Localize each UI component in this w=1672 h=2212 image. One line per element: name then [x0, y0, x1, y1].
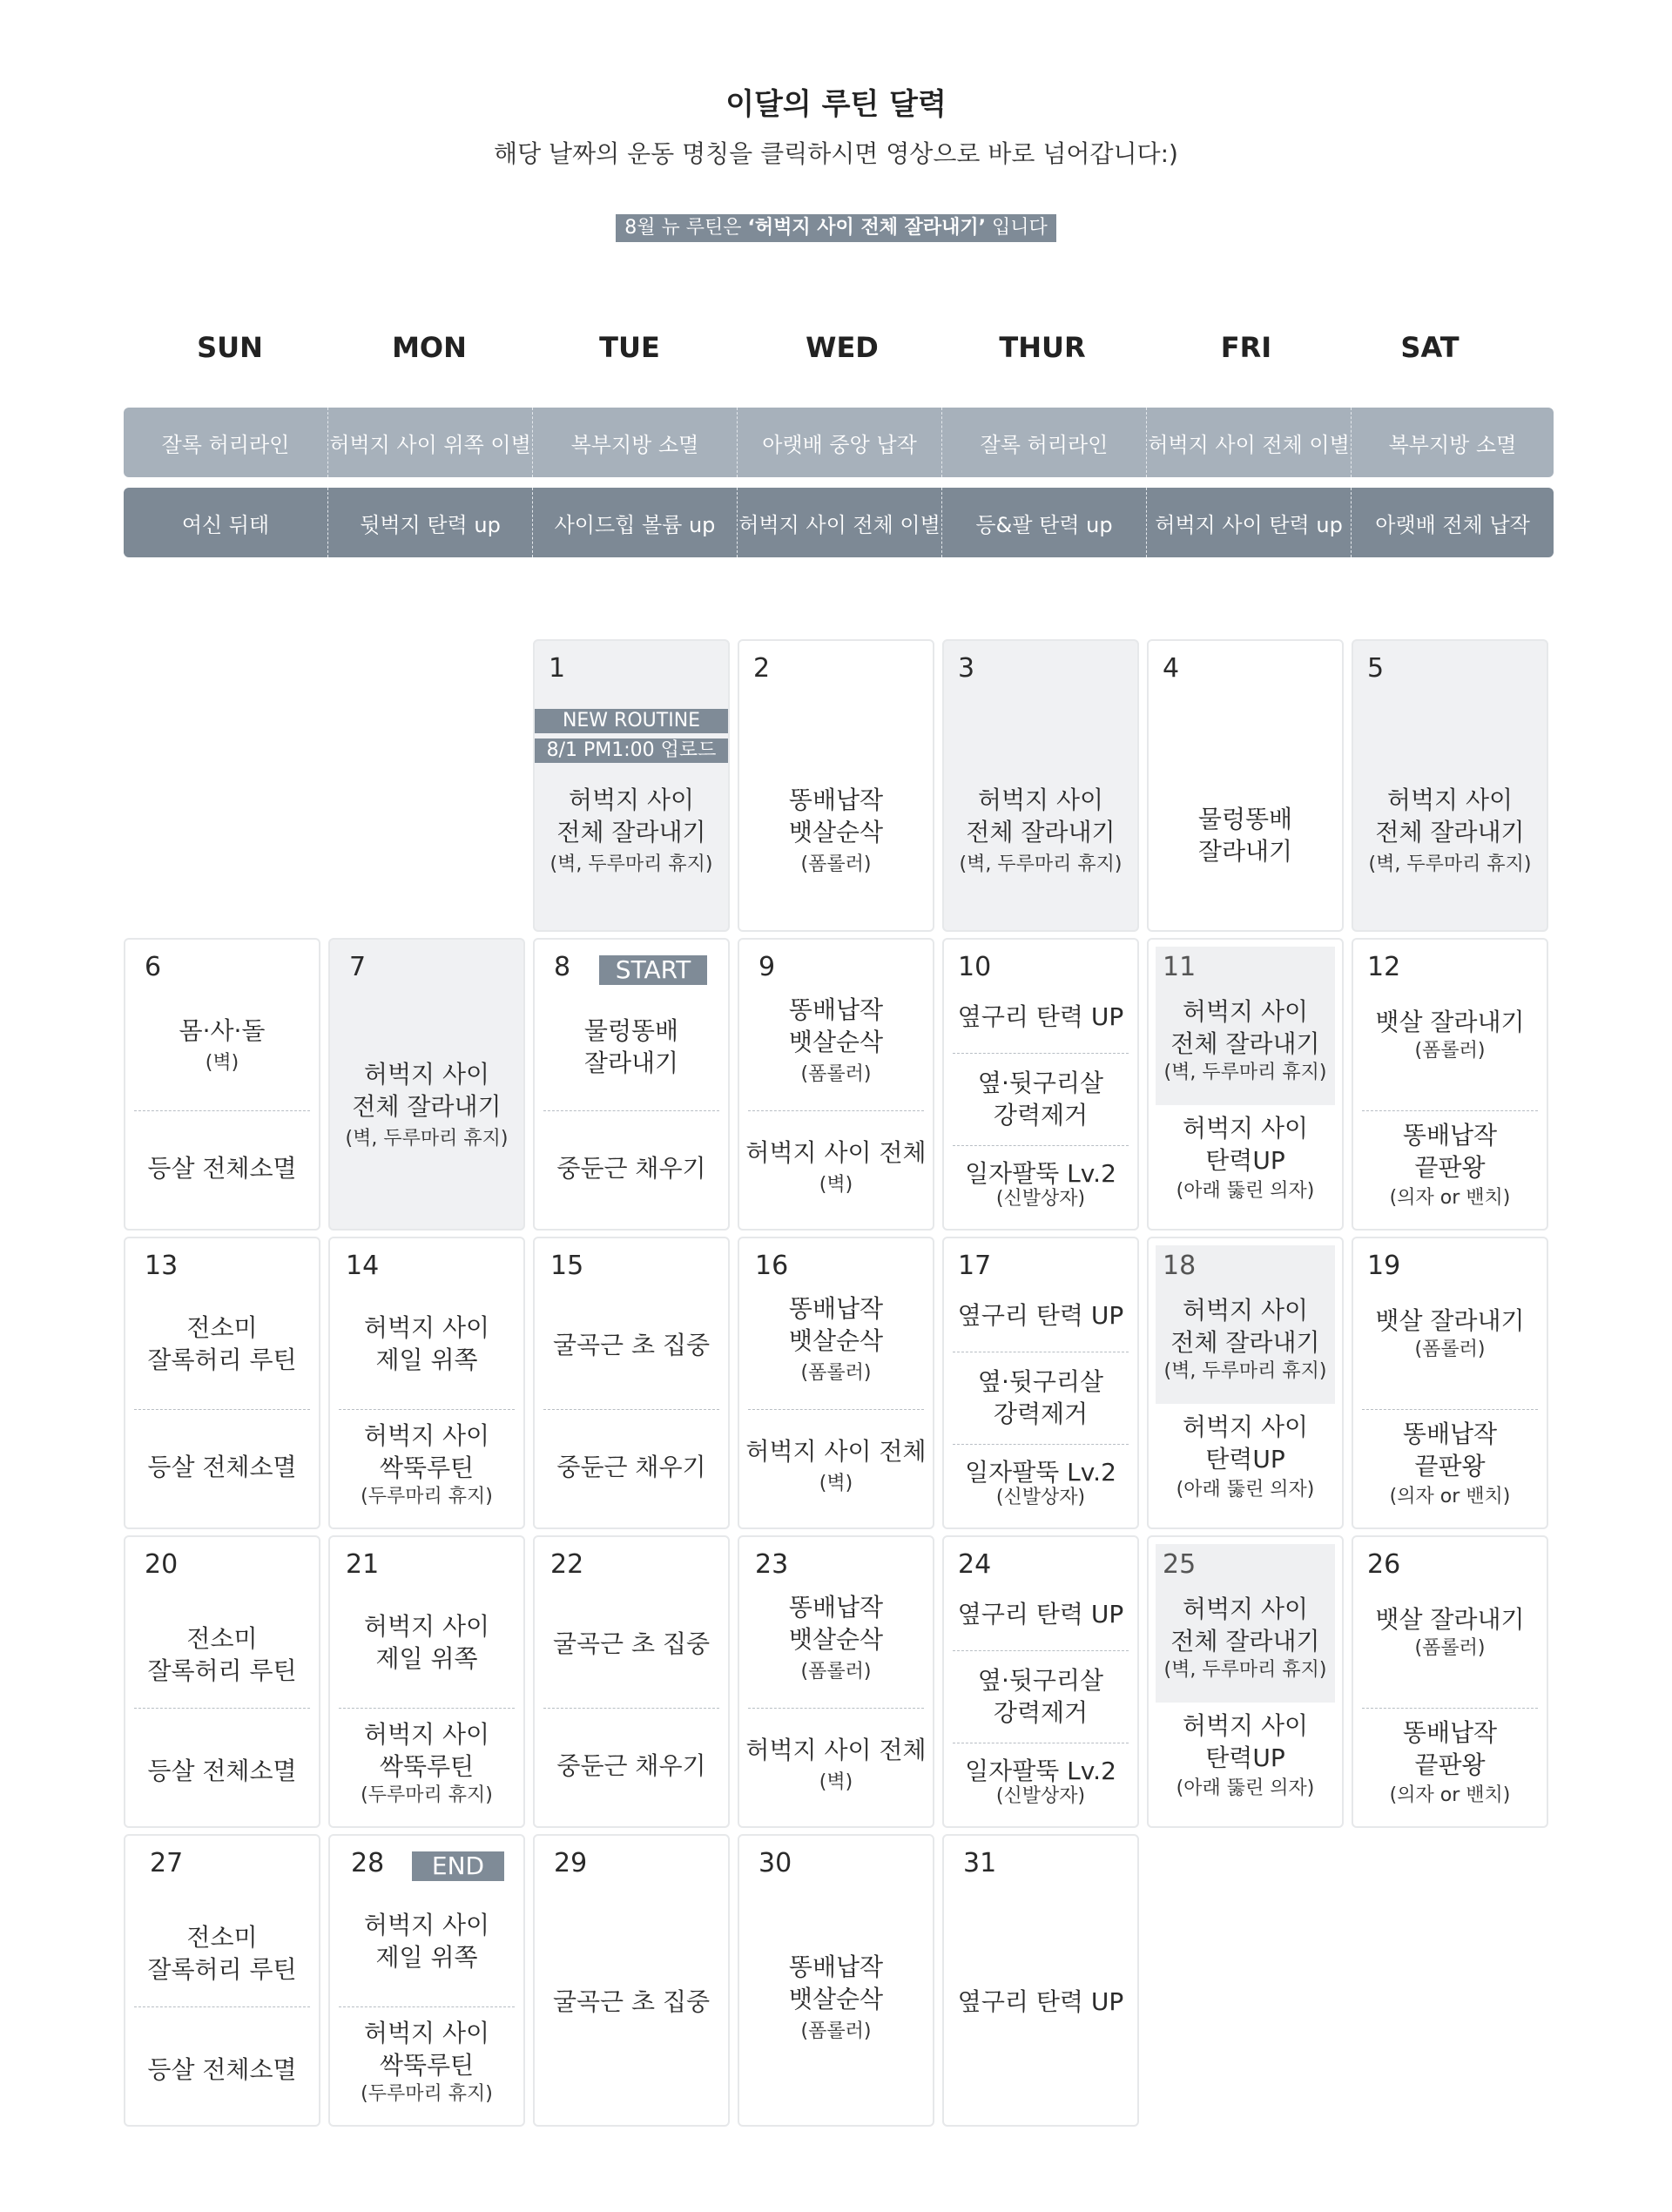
- divider: [339, 1708, 515, 1709]
- day-number: 24: [958, 1549, 992, 1580]
- exercise-name: 허벅지 사이 전체 잘라내기: [966, 786, 1116, 846]
- day-number: 30: [758, 1848, 792, 1878]
- exercise-link-bottom[interactable]: [743, 1435, 929, 1497]
- exercise-link-top[interactable]: [129, 1622, 315, 1687]
- exercise-name: 물렁똥배 잘라내기: [583, 1016, 679, 1077]
- exercise-name: 옆·뒷구리살 강력제거: [977, 1367, 1104, 1428]
- exercise-name: 일자팔뚝 Lv.2: [965, 1757, 1116, 1785]
- exercise-link-top[interactable]: [743, 1591, 929, 1685]
- divider: [134, 2006, 310, 2007]
- new-routine-badge: NEW ROUTINE: [535, 709, 728, 733]
- day-4[interactable]: [1147, 639, 1344, 932]
- exercise-equipment: (벽, 두루마리 휴지): [1163, 1360, 1327, 1382]
- divider: [953, 1444, 1129, 1445]
- day-number: 2: [753, 653, 771, 684]
- exercise-equipment: (벽, 두루마리 휴지): [345, 1128, 509, 1150]
- divider: [748, 1409, 924, 1410]
- day-number: 19: [1367, 1251, 1401, 1281]
- exercise-link-top[interactable]: [1357, 1603, 1543, 1662]
- exercise-link-top[interactable]: [538, 1628, 725, 1660]
- exercise-link-c[interactable]: [947, 1456, 1134, 1511]
- weekday-sun: SUN: [197, 331, 263, 364]
- divider: [543, 1708, 719, 1709]
- exercise-link-top[interactable]: [334, 1610, 520, 1675]
- day-number: 21: [346, 1549, 380, 1580]
- exercise-equipment: (두루마리 휴지): [361, 1784, 493, 1806]
- exercise-link-bottom[interactable]: [538, 1451, 725, 1483]
- exercise-equipment: (폼롤러): [1414, 1637, 1486, 1659]
- exercise-link-bottom[interactable]: [538, 1750, 725, 1782]
- exercise-name: 허벅지 사이 싹뚝루틴: [363, 1421, 490, 1482]
- exercise-equipment: (폼롤러): [1414, 1339, 1486, 1360]
- routine-1-fri[interactable]: 허벅지 사이 전체 이별: [1147, 408, 1352, 477]
- divider: [134, 1409, 310, 1410]
- day-12[interactable]: [1352, 938, 1548, 1231]
- exercise-name: 허벅지 사이 탄력UP: [1182, 1711, 1309, 1772]
- exercise-link-a[interactable]: [947, 1299, 1134, 1332]
- day-13[interactable]: [124, 1237, 320, 1529]
- exercise-equipment: (벽, 두루마리 휴지): [1368, 853, 1532, 875]
- day-23[interactable]: [738, 1535, 934, 1828]
- day-26[interactable]: [1352, 1535, 1548, 1828]
- exercise-link-bottom[interactable]: [1357, 1716, 1543, 1809]
- day-14[interactable]: [328, 1237, 525, 1529]
- day-number: 15: [550, 1251, 584, 1281]
- exercise-equipment: (의자 or 밴치): [1389, 1784, 1511, 1806]
- day-number: 1: [549, 653, 566, 684]
- exercise-equipment: (폼롤러): [800, 1063, 872, 1085]
- exercise-link[interactable]: [1357, 784, 1543, 878]
- day-number: 11: [1163, 952, 1197, 982]
- day-number: 25: [1163, 1549, 1197, 1580]
- exercise-name: 똥배납작 뱃살순삭: [788, 786, 884, 846]
- exercise-link-top[interactable]: [129, 1312, 315, 1376]
- day-number: 14: [346, 1251, 380, 1281]
- day-number: 27: [150, 1848, 184, 1878]
- routine-2-sat[interactable]: 아랫배 전체 납작: [1375, 512, 1530, 537]
- day-16[interactable]: [738, 1237, 934, 1529]
- notice-bold: ‘허벅지 사이 전체 잘라내기’: [747, 217, 986, 239]
- exercise-link-top[interactable]: [1152, 995, 1338, 1086]
- exercise-name: 똥배납작 뱃살순삭: [788, 1593, 884, 1654]
- exercise-name: 허벅지 사이 전체: [745, 1736, 927, 1764]
- day-number: 28: [351, 1848, 385, 1878]
- routine-1-sat[interactable]: 복부지방 소멸: [1388, 432, 1517, 457]
- exercise-name: 일자팔뚝 Lv.2: [965, 1458, 1116, 1487]
- exercise-link-top[interactable]: [538, 1329, 725, 1361]
- weekday-fri: FRI: [1220, 331, 1272, 364]
- end-badge: END: [412, 1851, 504, 1881]
- routine-1-wed[interactable]: 아랫배 중앙 납작: [738, 408, 942, 477]
- exercise-link-bottom[interactable]: [1152, 1112, 1338, 1204]
- exercise-link-bottom[interactable]: [334, 1718, 520, 1809]
- exercise-equipment: (아래 뚫린 의자): [1176, 1777, 1315, 1799]
- exercise-name: 허벅지 사이 싹뚝루틴: [363, 1720, 490, 1781]
- exercise-equipment: (폼롤러): [1414, 1040, 1486, 1062]
- day-number: 23: [755, 1549, 789, 1580]
- exercise-link[interactable]: [538, 1986, 725, 2018]
- day-2[interactable]: [738, 639, 934, 932]
- day-6[interactable]: [124, 938, 320, 1231]
- exercise-link-bottom[interactable]: [1152, 1710, 1338, 1802]
- exercise-link[interactable]: [334, 1058, 520, 1152]
- exercise-link-bottom[interactable]: [1357, 1418, 1543, 1510]
- divider: [748, 1110, 924, 1111]
- exercise-link[interactable]: [947, 1986, 1134, 2018]
- exercise-link-bottom[interactable]: [129, 1152, 315, 1184]
- exercise-link-bottom[interactable]: [1357, 1119, 1543, 1211]
- exercise-name: 전소미 잘록허리 루틴: [147, 1624, 297, 1685]
- exercise-equipment: (벽): [819, 1473, 853, 1494]
- exercise-link-bottom[interactable]: [334, 1420, 520, 1510]
- exercise-link-bottom[interactable]: [538, 1152, 725, 1184]
- exercise-name: 허벅지 사이 전체: [745, 1437, 927, 1466]
- exercise-equipment: (아래 뚫린 의자): [1176, 1479, 1315, 1501]
- exercise-link-top[interactable]: [129, 1015, 315, 1076]
- exercise-equipment: (의자 or 밴치): [1389, 1486, 1511, 1507]
- day-25[interactable]: [1147, 1535, 1344, 1828]
- exercise-link-a[interactable]: [947, 1001, 1134, 1033]
- day-10[interactable]: [942, 938, 1139, 1231]
- day-number: 22: [550, 1549, 584, 1580]
- exercise-name: 옆구리 탄력 UP: [957, 1600, 1124, 1629]
- day-22[interactable]: [533, 1535, 730, 1828]
- notice-banner-wrap: [0, 214, 1672, 242]
- exercise-name: 뱃살 잘라내기: [1375, 1605, 1525, 1634]
- exercise-name: 등살 전체소멸: [147, 1453, 297, 1481]
- divider: [1362, 1110, 1538, 1111]
- day-number: 26: [1367, 1549, 1401, 1580]
- exercise-name: 중둔근 채우기: [556, 1751, 706, 1780]
- day-11[interactable]: [1147, 938, 1344, 1231]
- routine-1-sun[interactable]: 잘록 허리라인: [124, 408, 328, 477]
- exercise-name: 물렁똥배 잘라내기: [1197, 805, 1293, 866]
- exercise-equipment: (의자 or 밴치): [1389, 1187, 1511, 1209]
- exercise-equipment: (벽, 두루마리 휴지): [1163, 1062, 1327, 1083]
- exercise-link-b[interactable]: [947, 1067, 1134, 1131]
- routine-2-fri[interactable]: 허벅지 사이 탄력 up: [1147, 488, 1352, 557]
- exercise-link-b[interactable]: [947, 1664, 1134, 1729]
- weekday-tue: TUE: [599, 331, 660, 364]
- day-19[interactable]: [1352, 1237, 1548, 1529]
- divider: [748, 1708, 924, 1709]
- day-7[interactable]: [328, 938, 525, 1231]
- day-29[interactable]: [533, 1834, 730, 2127]
- exercise-name: 허벅지 사이 제일 위쪽: [363, 1313, 490, 1374]
- exercise-name: 허벅지 사이 전체 잘라내기: [1375, 786, 1525, 846]
- exercise-link-top[interactable]: [538, 1015, 725, 1079]
- exercise-link-bottom[interactable]: [1152, 1411, 1338, 1503]
- divider: [1362, 1409, 1538, 1410]
- day-number: 16: [755, 1251, 789, 1281]
- exercise-name: 중둔근 채우기: [556, 1154, 706, 1183]
- exercise-link-top[interactable]: [743, 1292, 929, 1386]
- exercise-name: 똥배납작 뱃살순삭: [788, 1952, 884, 2013]
- exercise-link-bottom[interactable]: [743, 1136, 929, 1198]
- exercise-link[interactable]: [1152, 803, 1338, 867]
- exercise-link-top[interactable]: [1152, 1294, 1338, 1385]
- day-24[interactable]: [942, 1535, 1139, 1828]
- day-number: 6: [145, 952, 162, 982]
- day-20[interactable]: [124, 1535, 320, 1828]
- exercise-link-a[interactable]: [947, 1598, 1134, 1630]
- exercise-equipment: (두루마리 휴지): [361, 1486, 493, 1507]
- exercise-equipment: (아래 뚫린 의자): [1176, 1180, 1315, 1202]
- start-badge: START: [599, 955, 707, 985]
- day-number: 10: [958, 952, 992, 982]
- divider: [339, 2006, 515, 2007]
- exercise-link[interactable]: [743, 784, 929, 878]
- divider: [543, 1409, 719, 1410]
- weekday-thur: THUR: [999, 331, 1086, 364]
- day-5[interactable]: [1352, 639, 1548, 932]
- exercise-link[interactable]: [743, 1951, 929, 2045]
- day-number: 13: [145, 1251, 179, 1281]
- routine-2-mon[interactable]: 뒷벅지 탄력 up: [328, 488, 533, 557]
- exercise-name: 전소미 잘록허리 루틴: [147, 1923, 297, 1984]
- exercise-name: 일자팔뚝 Lv.2: [965, 1159, 1116, 1188]
- exercise-equipment: (벽, 두루마리 휴지): [549, 853, 713, 875]
- exercise-name: 허벅지 사이 전체 잘라내기: [1170, 1595, 1320, 1656]
- exercise-name: 전소미 잘록허리 루틴: [147, 1313, 297, 1374]
- exercise-equipment: (벽, 두루마리 휴지): [959, 853, 1123, 875]
- exercise-link-c[interactable]: [947, 1755, 1134, 1810]
- routine-2-thur[interactable]: 등&팔 탄력 up: [942, 488, 1147, 557]
- exercise-name: 옆구리 탄력 UP: [957, 1987, 1124, 2016]
- exercise-link-c[interactable]: [947, 1157, 1134, 1212]
- exercise-name: 뱃살 잘라내기: [1375, 1008, 1525, 1036]
- day-number: 18: [1163, 1251, 1197, 1281]
- exercise-equipment: (폼롤러): [800, 853, 872, 875]
- exercise-link-top[interactable]: [129, 1921, 315, 1986]
- weekday-sat: SAT: [1400, 331, 1460, 364]
- exercise-name: 등살 전체소멸: [147, 2055, 297, 2084]
- routine-1-thur[interactable]: 잘록 허리라인: [942, 408, 1147, 477]
- day-number: 4: [1163, 653, 1180, 684]
- exercise-equipment: (신발상자): [995, 1785, 1086, 1807]
- exercise-link-top[interactable]: [1357, 1305, 1543, 1363]
- exercise-equipment: (신발상자): [995, 1487, 1086, 1508]
- exercise-name: 중둔근 채우기: [556, 1453, 706, 1481]
- day-28[interactable]: [328, 1834, 525, 2127]
- day-number: 7: [349, 952, 367, 982]
- exercise-link-top[interactable]: [1357, 1006, 1543, 1064]
- exercise-name: 똥배납작 끝판왕: [1402, 1121, 1498, 1182]
- exercise-link-bottom[interactable]: [129, 2054, 315, 2086]
- exercise-equipment: (벽, 두루마리 휴지): [1163, 1659, 1327, 1681]
- exercise-equipment: (신발상자): [995, 1188, 1086, 1210]
- exercise-name: 허벅지 사이 전체 잘라내기: [352, 1060, 502, 1121]
- exercise-link-bottom[interactable]: [129, 1451, 315, 1483]
- upload-badge: 8/1 PM1:00 업로드: [535, 738, 728, 763]
- exercise-name: 허벅지 사이 전체 잘라내기: [556, 786, 706, 846]
- exercise-equipment: (벽): [819, 1174, 853, 1196]
- notice-prefix: 8월 뉴 루틴은: [624, 217, 748, 239]
- weekday-mon: MON: [392, 331, 467, 364]
- exercise-name: 등살 전체소멸: [147, 1757, 297, 1785]
- day-18[interactable]: [1147, 1237, 1344, 1529]
- day-27[interactable]: [124, 1834, 320, 2127]
- exercise-link-top[interactable]: [334, 1312, 520, 1376]
- exercise-name: 허벅지 사이 전체 잘라내기: [1170, 1296, 1320, 1357]
- exercise-name: 허벅지 사이 싹뚝루틴: [363, 2019, 490, 2080]
- day-number: 3: [958, 653, 975, 684]
- divider: [339, 1409, 515, 1410]
- day-21[interactable]: [328, 1535, 525, 1828]
- exercise-name: 옆구리 탄력 UP: [957, 1002, 1124, 1031]
- day-number: 20: [145, 1549, 179, 1580]
- exercise-equipment: (폼롤러): [800, 1661, 872, 1683]
- exercise-equipment: (벽): [205, 1052, 239, 1074]
- divider: [953, 1145, 1129, 1146]
- day-number: 12: [1367, 952, 1401, 982]
- day-3[interactable]: [942, 639, 1139, 932]
- routine-band-1: [124, 408, 1554, 477]
- exercise-name: 허벅지 사이 전체 잘라내기: [1170, 997, 1320, 1058]
- divider: [134, 1708, 310, 1709]
- day-15[interactable]: [533, 1237, 730, 1529]
- routine-2-sun[interactable]: 여신 뒤태: [124, 488, 328, 557]
- exercise-link-b[interactable]: [947, 1366, 1134, 1430]
- exercise-name: 똥배납작 끝판왕: [1402, 1718, 1498, 1779]
- routine-2-tue[interactable]: 사이드힙 볼륨 up: [533, 488, 738, 557]
- notice-banner: [616, 214, 1055, 242]
- day-number: 5: [1367, 653, 1385, 684]
- exercise-equipment: (폼롤러): [800, 2020, 872, 2042]
- divider: [134, 1110, 310, 1111]
- exercise-name: 똥배납작 뱃살순삭: [788, 995, 884, 1056]
- exercise-name: 허벅지 사이 제일 위쪽: [363, 1911, 490, 1972]
- exercise-name: 몸·사·돌: [179, 1016, 266, 1045]
- exercise-link-top[interactable]: [1152, 1593, 1338, 1683]
- exercise-link[interactable]: [947, 784, 1134, 878]
- divider: [953, 1053, 1129, 1054]
- weekday-wed: WED: [806, 331, 879, 364]
- exercise-equipment: (두루마리 휴지): [361, 2083, 493, 2105]
- day-number: 17: [958, 1251, 992, 1281]
- divider: [1362, 1708, 1538, 1709]
- exercise-name: 허벅지 사이 제일 위쪽: [363, 1612, 490, 1673]
- day-number: 29: [554, 1848, 588, 1878]
- day-1[interactable]: [533, 639, 730, 932]
- exercise-link[interactable]: [538, 784, 725, 878]
- exercise-name: 옆구리 탄력 UP: [957, 1301, 1124, 1330]
- routine-1-tue[interactable]: 복부지방 소멸: [533, 408, 738, 477]
- routine-1-mon[interactable]: 허벅지 사이 위쪽 이별: [328, 408, 533, 477]
- day-9[interactable]: [738, 938, 934, 1231]
- exercise-name: 옆·뒷구리살 강력제거: [977, 1666, 1104, 1727]
- notice-suffix: 입니다: [985, 217, 1048, 239]
- day-number: 31: [963, 1848, 997, 1878]
- day-17[interactable]: [942, 1237, 1139, 1529]
- exercise-name: 굴곡근 초 집중: [552, 1629, 711, 1658]
- exercise-link-top[interactable]: [334, 1909, 520, 1973]
- exercise-name: 굴곡근 초 집중: [552, 1987, 711, 2016]
- day-number: 8: [554, 952, 571, 982]
- exercise-name: 등살 전체소멸: [147, 1154, 297, 1183]
- routine-band-2: [124, 488, 1554, 557]
- exercise-link-bottom[interactable]: [129, 1755, 315, 1787]
- exercise-name: 뱃살 잘라내기: [1375, 1306, 1525, 1335]
- exercise-name: 굴곡근 초 집중: [552, 1331, 711, 1359]
- day-8[interactable]: [533, 938, 730, 1231]
- divider: [953, 1650, 1129, 1651]
- exercise-equipment: (벽): [819, 1771, 853, 1793]
- exercise-name: 옆·뒷구리살 강력제거: [977, 1069, 1104, 1130]
- page-subtitle: 해당 날짜의 운동 명칭을 클릭하시면 영상으로 바로 넘어갑니다:): [494, 139, 1178, 168]
- exercise-name: 허벅지 사이 전체: [745, 1138, 927, 1167]
- day-number: 9: [758, 952, 776, 982]
- routine-2-wed[interactable]: 허벅지 사이 전체 이별: [738, 488, 942, 557]
- exercise-name: 허벅지 사이 탄력UP: [1182, 1114, 1309, 1175]
- divider: [543, 1110, 719, 1111]
- exercise-equipment: (폼롤러): [800, 1362, 872, 1384]
- day-31[interactable]: [942, 1834, 1139, 2127]
- exercise-name: 똥배납작 뱃살순삭: [788, 1294, 884, 1355]
- exercise-link-top[interactable]: [743, 994, 929, 1088]
- exercise-name: 허벅지 사이 탄력UP: [1182, 1413, 1309, 1474]
- day-30[interactable]: [738, 1834, 934, 2127]
- exercise-link-bottom[interactable]: [334, 2017, 520, 2107]
- exercise-link-bottom[interactable]: [743, 1734, 929, 1796]
- page-title: 이달의 루틴 달력: [725, 87, 947, 122]
- exercise-name: 똥배납작 끝판왕: [1402, 1420, 1498, 1480]
